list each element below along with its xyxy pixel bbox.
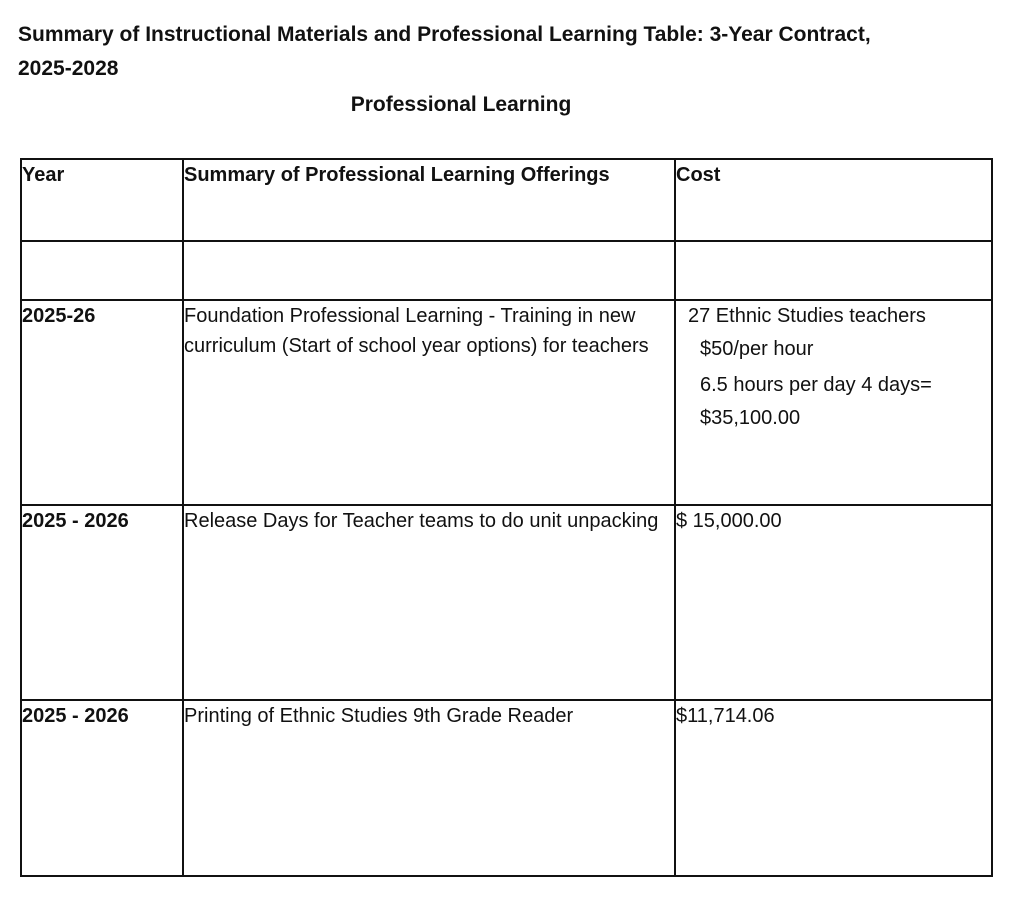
table-row (21, 505, 992, 700)
cost-line: $35,100.00 (700, 407, 801, 429)
header-summary: Summary of Professional Learning Offerings (183, 159, 675, 241)
cost-line: 27 Ethnic Studies teachers (688, 305, 926, 327)
document-title-line-1: Summary of Instructional Materials and Professional Learning Table: 3-Year Contract, (18, 23, 871, 46)
professional-learning-table (20, 158, 993, 877)
summary-cell: Release Days for Teacher teams to do unit unpacking (183, 505, 675, 700)
year-cell: 2025 - 2026 (21, 700, 183, 876)
table-row (21, 700, 992, 876)
document-title (18, 18, 978, 86)
section-title: Professional Learning (350, 93, 572, 116)
table-header-row (21, 159, 992, 241)
cost-line: 6.5 hours per day 4 days= (700, 374, 932, 396)
table-row (21, 300, 992, 505)
header-year: Year (21, 159, 183, 241)
summary-cell: Printing of Ethnic Studies 9th Grade Reader (183, 700, 675, 876)
cost-cell: $11,714.06 (675, 700, 992, 876)
cost-cell: $ 15,000.00 (675, 505, 992, 700)
cost-cell (675, 300, 992, 505)
document-title-line-2: 2025-2028 (18, 57, 119, 80)
cost-line: $50/per hour (700, 338, 814, 360)
header-cost: Cost (675, 159, 992, 241)
year-cell: 2025 - 2026 (21, 505, 183, 700)
empty-cell (675, 241, 992, 300)
table-row-empty (21, 241, 992, 300)
summary-cell: Foundation Professional Learning - Training in new curriculum (Start of school year options) for teachers (183, 300, 675, 505)
empty-cell (183, 241, 675, 300)
year-cell: 2025-26 (21, 300, 183, 505)
empty-cell (21, 241, 183, 300)
